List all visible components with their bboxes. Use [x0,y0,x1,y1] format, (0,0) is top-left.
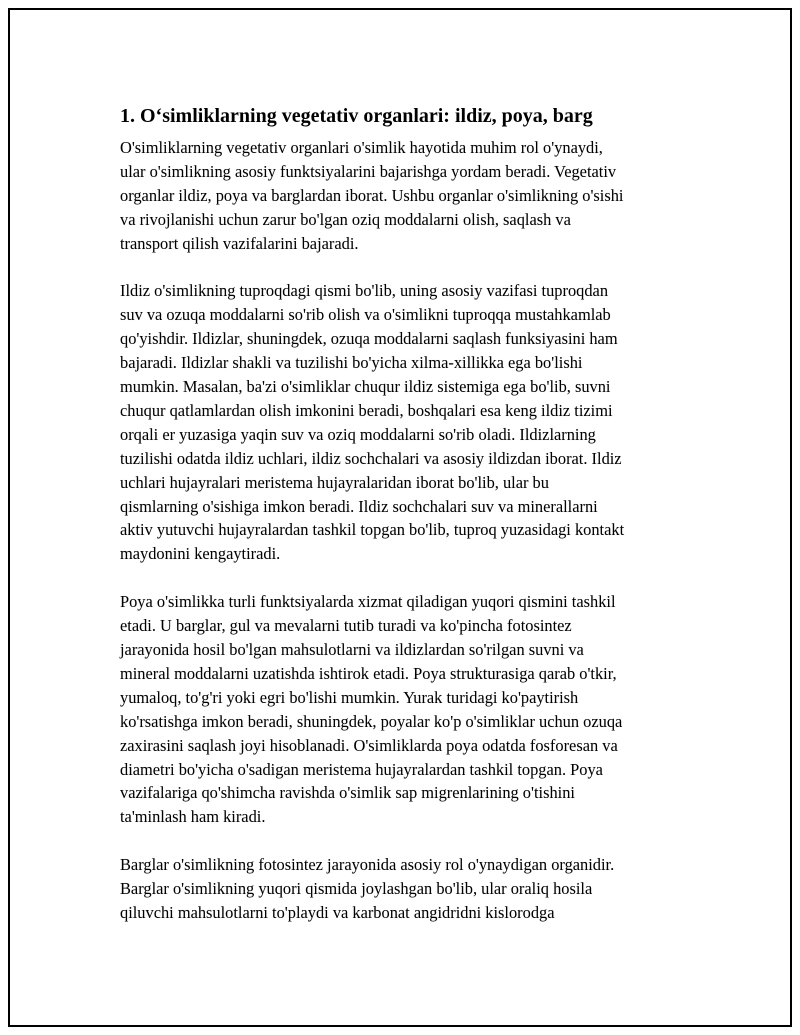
text-line: organlar ildiz, poya va barglardan iborat. Ushbu organlar o'simlikning o'sishi [120,185,624,205]
text-line: Barglar o'simlikning yuqori qismida joylashgan bo'lib, ular oraliq hosila [120,879,593,899]
text-line: O'simliklarning vegetativ organlari o'simlik hayotida muhim rol o'ynaydi, [120,138,603,157]
text-line: chuqur qatlamlardan olish imkonini beradi, boshqalari esa keng ildiz tizimi [120,400,613,420]
text-line: transport qilish vazifalarini bajaradi. [120,233,359,253]
paragraph-stem [120,590,700,829]
text-line: ko'rsatishga imkon beradi, shuningdek, poyalar ko'p o'simliklar uchun ozuqa [120,711,623,731]
text-line: Ildiz o'simlikning tuproqdagi qismi bo'lib, uning asosiy vazifasi tuproqdan [120,281,609,301]
text-line: ta'minlash ham kiradi. [120,807,266,827]
text-line: qismlarning o'sishiga imkon beradi. Ildiz sochchalari suv va minerallarni [120,496,598,516]
text-line: mineral moddalarni uzatishda ishtirok etadi. Poya strukturasiga qarab o'tkir, [120,663,617,683]
text-line: Poya o'simlikka turli funktsiyalarda xizmat qiladigan yuqori qismini tashkil [120,592,616,612]
text-line: qiluvchi mahsulotlarni to'playdi va karbonat angidridni kislorodga [120,902,555,922]
text-line: vazifalariga qo'shimcha ravishda o'simlik sap migrenlarining o'tishini [120,783,575,803]
text-line: ular o'simlikning asosiy funktsiyalarini bajarishga yordam beradi. Vegetativ [120,161,617,181]
text-line: va rivojlanishi uchun zarur bo'lgan oziq moddalarni olish, saqlash va [120,209,571,229]
text-line: Barglar o'simlikning fotosintez jarayonida asosiy rol o'ynaydigan organidir. [120,855,615,875]
text-line: uchlari hujayralari meristema hujayralaridan iborat bo'lib, ular bu [120,472,549,492]
text-line: diametri bo'yicha o'sadigan meristema hujayralardan tashkil topgan. Poya [120,759,603,779]
text-line: bajaradi. Ildizlar shakli va tuzilishi bo'yicha xilma-xillikka ega bo'lishi [120,353,583,373]
text-line: maydonini kengaytiradi. [120,544,281,564]
text-line: zaxirasini saqlash joyi hisoblanadi. O'simliklarda poya odatda fosforesan va [120,735,618,755]
document-body [120,102,700,949]
paragraph-leaf [120,853,700,925]
text-line: qo'yishdir. Ildizlar, shuningdek, ozuqa moddalarni saqlash funksiyasini ham [120,329,618,349]
paragraph-root [120,279,700,566]
paragraph-intro [120,136,700,256]
text-line: suv va ozuqa moddalarni so'rib olish va o'simlikni tuproqqa mustahkamlab [120,305,611,325]
text-line: yumaloq, to'g'ri yoki egri bo'lishi mumkin. Yurak turidagi ko'paytirish [120,687,579,707]
text-line: jarayonida hosil bo'lgan mahsulotlarni va ildizlardan so'rilgan suvni va [120,640,584,659]
text-line: aktiv yutuvchi hujayralardan tashkil topgan bo'lib, tuproq yuzasidagi kontakt [120,520,625,540]
text-line: mumkin. Masalan, ba'zi o'simliklar chuqur ildiz sistemiga ega bo'lib, suvni [120,377,611,397]
page-frame [8,8,792,1027]
text-line: etadi. U barglar, gul va mevalarni tutib turadi va ko'pincha fotosintez [120,616,572,636]
text-line: orqali er yuzasiga yaqin suv va oziq moddalarni so'rib oladi. Ildizlarning [120,424,596,444]
document-title: 1. O‘simliklarning vegetativ organlari: ildiz, poya, barg [120,105,593,127]
text-line: tuzilishi odatda ildiz uchlari, ildiz sochchalari va asosiy ildizdan iborat. Ildiz [120,448,622,468]
